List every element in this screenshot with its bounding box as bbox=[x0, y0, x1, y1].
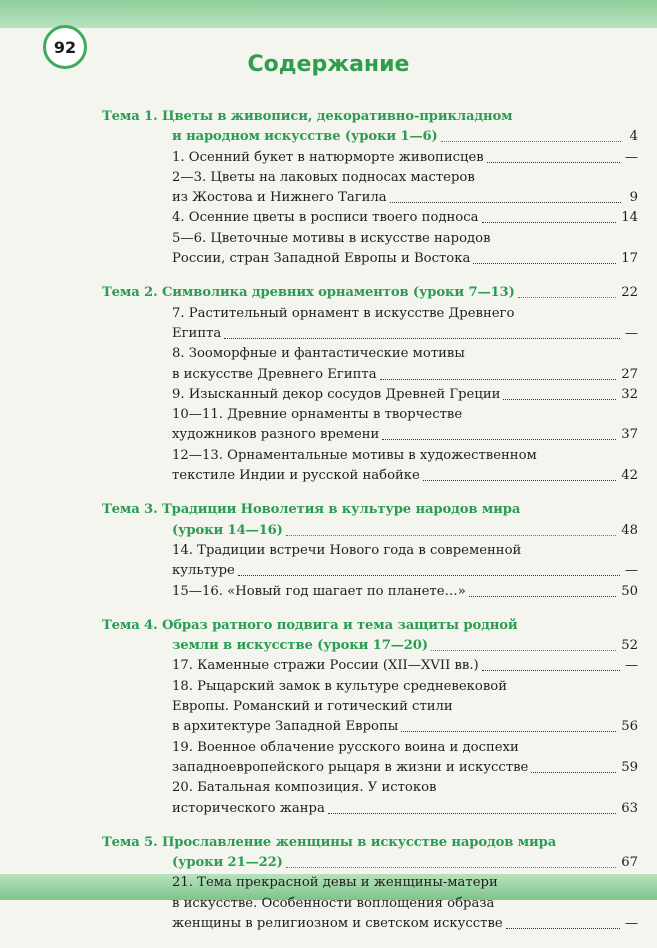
lesson-text: художников разного времени bbox=[172, 427, 380, 443]
lesson-entry[interactable] bbox=[102, 778, 638, 819]
lesson-text: в архитектуре Западной Европы bbox=[172, 719, 399, 735]
page-ref: 56 bbox=[621, 719, 638, 735]
theme-line bbox=[102, 636, 638, 656]
lesson-line bbox=[102, 324, 638, 344]
theme-heading[interactable] bbox=[102, 833, 638, 874]
lesson-entry[interactable] bbox=[102, 208, 638, 228]
lesson-text: 20. Батальная композиция. У истоков bbox=[172, 780, 437, 796]
theme-line bbox=[102, 833, 638, 853]
theme-text: (уроки 14—16) bbox=[172, 522, 283, 538]
lesson-text: 14. Традиции встречи Нового года в современной bbox=[172, 542, 522, 558]
theme-text: Тема 4. Образ ратного подвига и тема защиты родной bbox=[102, 617, 518, 633]
page-ref: — bbox=[624, 658, 638, 674]
page-ref: 4 bbox=[629, 129, 638, 145]
theme-text: Тема 2. Символика древних орнаментов (уроки 7—13) bbox=[102, 285, 515, 301]
lesson-line bbox=[102, 717, 638, 737]
lesson-entry[interactable] bbox=[102, 229, 638, 270]
lesson-line bbox=[102, 561, 638, 581]
lesson-line bbox=[102, 148, 638, 168]
theme-text: (уроки 21—22) bbox=[172, 855, 283, 871]
lesson-line bbox=[102, 778, 638, 798]
dot-leader bbox=[238, 575, 620, 576]
theme-text: Тема 5. Прославление женщины в искусстве народов мира bbox=[102, 834, 557, 850]
theme-heading[interactable] bbox=[102, 283, 638, 303]
lesson-text: западноевропейского рыцаря в жизни и искусстве bbox=[172, 759, 529, 775]
theme-text: земли в искусстве (уроки 17—20) bbox=[172, 638, 428, 654]
theme-heading[interactable] bbox=[102, 616, 638, 657]
lesson-line bbox=[102, 677, 638, 697]
theme-line bbox=[102, 283, 638, 303]
lesson-line bbox=[102, 405, 638, 425]
dot-leader bbox=[473, 263, 616, 264]
lesson-entry[interactable] bbox=[102, 405, 638, 446]
lesson-text: 21. Тема прекрасной девы и женщины-матери bbox=[172, 875, 498, 891]
page-ref: 37 bbox=[621, 427, 638, 443]
page-ref: 52 bbox=[621, 638, 638, 654]
page-ref: — bbox=[624, 149, 638, 165]
theme-line bbox=[102, 616, 638, 636]
dot-leader bbox=[423, 480, 616, 481]
lesson-line bbox=[102, 697, 638, 717]
lesson-text: 8. Зооморфные и фантастические мотивы bbox=[172, 346, 465, 362]
theme-line bbox=[102, 107, 638, 127]
lesson-text: культуре bbox=[172, 563, 235, 579]
dot-leader bbox=[518, 297, 617, 298]
lesson-line bbox=[102, 188, 638, 208]
lesson-line bbox=[102, 541, 638, 561]
lesson-line bbox=[102, 582, 638, 602]
lesson-text: 10—11. Древние орнаменты в творчестве bbox=[172, 407, 463, 423]
lesson-line bbox=[102, 738, 638, 758]
lesson-line bbox=[102, 344, 638, 364]
page-ref: 27 bbox=[621, 366, 638, 382]
dot-leader bbox=[431, 650, 616, 651]
lesson-text: 17. Каменные стражи России (XII—XVII вв.) bbox=[172, 658, 479, 674]
lesson-text: 12—13. Орнаментальные мотивы в художественном bbox=[172, 447, 537, 463]
lesson-line bbox=[102, 894, 638, 914]
lesson-text: 9. Изысканный декор сосудов Древней Греции bbox=[172, 386, 501, 402]
dot-leader bbox=[286, 867, 616, 868]
dot-leader bbox=[380, 379, 617, 380]
topic-section bbox=[102, 833, 638, 934]
lesson-line bbox=[102, 425, 638, 445]
page-title: Содержание bbox=[247, 52, 410, 77]
topic-section bbox=[102, 616, 638, 819]
page-ref: 17 bbox=[621, 251, 638, 267]
lesson-line bbox=[102, 446, 638, 466]
lesson-text: исторического жанра bbox=[172, 800, 325, 816]
topic-section bbox=[102, 283, 638, 486]
page-ref: — bbox=[624, 563, 638, 579]
topic-section bbox=[102, 500, 638, 601]
theme-text: и народном искусстве (уроки 1—6) bbox=[172, 129, 438, 145]
lesson-line bbox=[102, 758, 638, 778]
lesson-entry[interactable] bbox=[102, 677, 638, 738]
theme-text: Тема 1. Цветы в живописи, декоративно-прикладном bbox=[102, 109, 513, 124]
theme-line bbox=[102, 521, 638, 541]
page-ref: 14 bbox=[621, 210, 638, 226]
lesson-text: текстиле Индии и русской набойке bbox=[172, 468, 420, 484]
dot-leader bbox=[482, 222, 617, 223]
page-number: 92 bbox=[53, 37, 77, 57]
lesson-text: из Жостова и Нижнего Тагила bbox=[172, 190, 387, 206]
lesson-line bbox=[102, 208, 638, 228]
lesson-line bbox=[102, 249, 638, 269]
dot-leader bbox=[487, 162, 620, 163]
dot-leader bbox=[401, 731, 616, 732]
dot-leader bbox=[382, 439, 616, 440]
page-ref: — bbox=[624, 325, 638, 341]
top-decor-band bbox=[0, 0, 657, 28]
dot-leader bbox=[531, 772, 616, 773]
lesson-line bbox=[102, 304, 638, 324]
page-ref: 9 bbox=[629, 190, 638, 206]
lesson-text: Европы. Романский и готический стили bbox=[172, 699, 453, 715]
dot-leader bbox=[286, 535, 616, 536]
lesson-text: 2—3. Цветы на лаковых подносах мастеров bbox=[172, 169, 475, 185]
dot-leader bbox=[503, 399, 616, 400]
lesson-text: 15—16. «Новый год шагает по планете…» bbox=[172, 583, 466, 599]
lesson-entry[interactable] bbox=[102, 873, 638, 934]
lesson-line bbox=[102, 385, 638, 405]
page-ref: 22 bbox=[621, 285, 638, 301]
lesson-entry[interactable] bbox=[102, 148, 638, 168]
lesson-text: 19. Военное облачение русского воина и доспехи bbox=[172, 739, 519, 755]
dot-leader bbox=[328, 813, 616, 814]
lesson-entry[interactable] bbox=[102, 385, 638, 405]
lesson-line bbox=[102, 914, 638, 934]
page-ref: — bbox=[624, 915, 638, 931]
theme-text: Тема 3. Традиции Новолетия в культуре народов мира bbox=[102, 502, 521, 518]
lesson-entry[interactable] bbox=[102, 168, 638, 209]
page-ref: 48 bbox=[621, 522, 638, 538]
lesson-text: 18. Рыцарский замок в культуре средневековой bbox=[172, 678, 507, 694]
lesson-line bbox=[102, 365, 638, 385]
theme-line bbox=[102, 127, 638, 147]
page-ref: 63 bbox=[621, 800, 638, 816]
lesson-entry[interactable] bbox=[102, 656, 638, 676]
lesson-line bbox=[102, 466, 638, 486]
lesson-line bbox=[102, 168, 638, 188]
lesson-entry[interactable] bbox=[102, 582, 638, 602]
theme-line bbox=[102, 853, 638, 873]
lesson-text: 1. Осенний букет в натюрморте живописцев bbox=[172, 149, 484, 165]
theme-heading[interactable] bbox=[102, 500, 638, 541]
lesson-line bbox=[102, 873, 638, 893]
page-ref: 32 bbox=[621, 386, 638, 402]
dot-leader bbox=[390, 202, 621, 203]
page-ref: 42 bbox=[621, 468, 638, 484]
lesson-entry[interactable] bbox=[102, 304, 638, 345]
lesson-entry[interactable] bbox=[102, 541, 638, 582]
theme-heading[interactable] bbox=[102, 107, 638, 148]
page-ref: 67 bbox=[621, 855, 638, 871]
page-ref: 50 bbox=[621, 583, 638, 599]
dot-leader bbox=[224, 338, 620, 339]
lesson-entry[interactable] bbox=[102, 344, 638, 385]
dot-leader bbox=[441, 141, 621, 142]
lesson-text: 7. Растительный орнамент в искусстве Древнего bbox=[172, 305, 515, 321]
page-ref: 59 bbox=[621, 759, 638, 775]
lesson-text: Египта bbox=[172, 325, 222, 341]
lesson-line bbox=[102, 799, 638, 819]
lesson-text: 4. Осенние цветы в росписи твоего подноса bbox=[172, 210, 479, 226]
dot-leader bbox=[482, 670, 620, 671]
lesson-text: 5—6. Цветочные мотивы в искусстве народов bbox=[172, 230, 491, 246]
lesson-text: в искусстве. Особенности воплощения образа bbox=[172, 895, 495, 911]
lesson-text: в искусстве Древнего Египта bbox=[172, 366, 377, 382]
dot-leader bbox=[469, 596, 616, 597]
lesson-line bbox=[102, 229, 638, 249]
lesson-text: женщины в религиозном и светском искусстве bbox=[172, 915, 503, 931]
topic-section bbox=[102, 107, 638, 269]
theme-line bbox=[102, 500, 638, 520]
dot-leader bbox=[506, 928, 620, 929]
lesson-entry[interactable] bbox=[102, 446, 638, 487]
lesson-entry[interactable] bbox=[102, 738, 638, 779]
lesson-line bbox=[102, 656, 638, 676]
lesson-text: России, стран Западной Европы и Востока bbox=[172, 251, 471, 267]
table-of-contents bbox=[102, 107, 638, 948]
